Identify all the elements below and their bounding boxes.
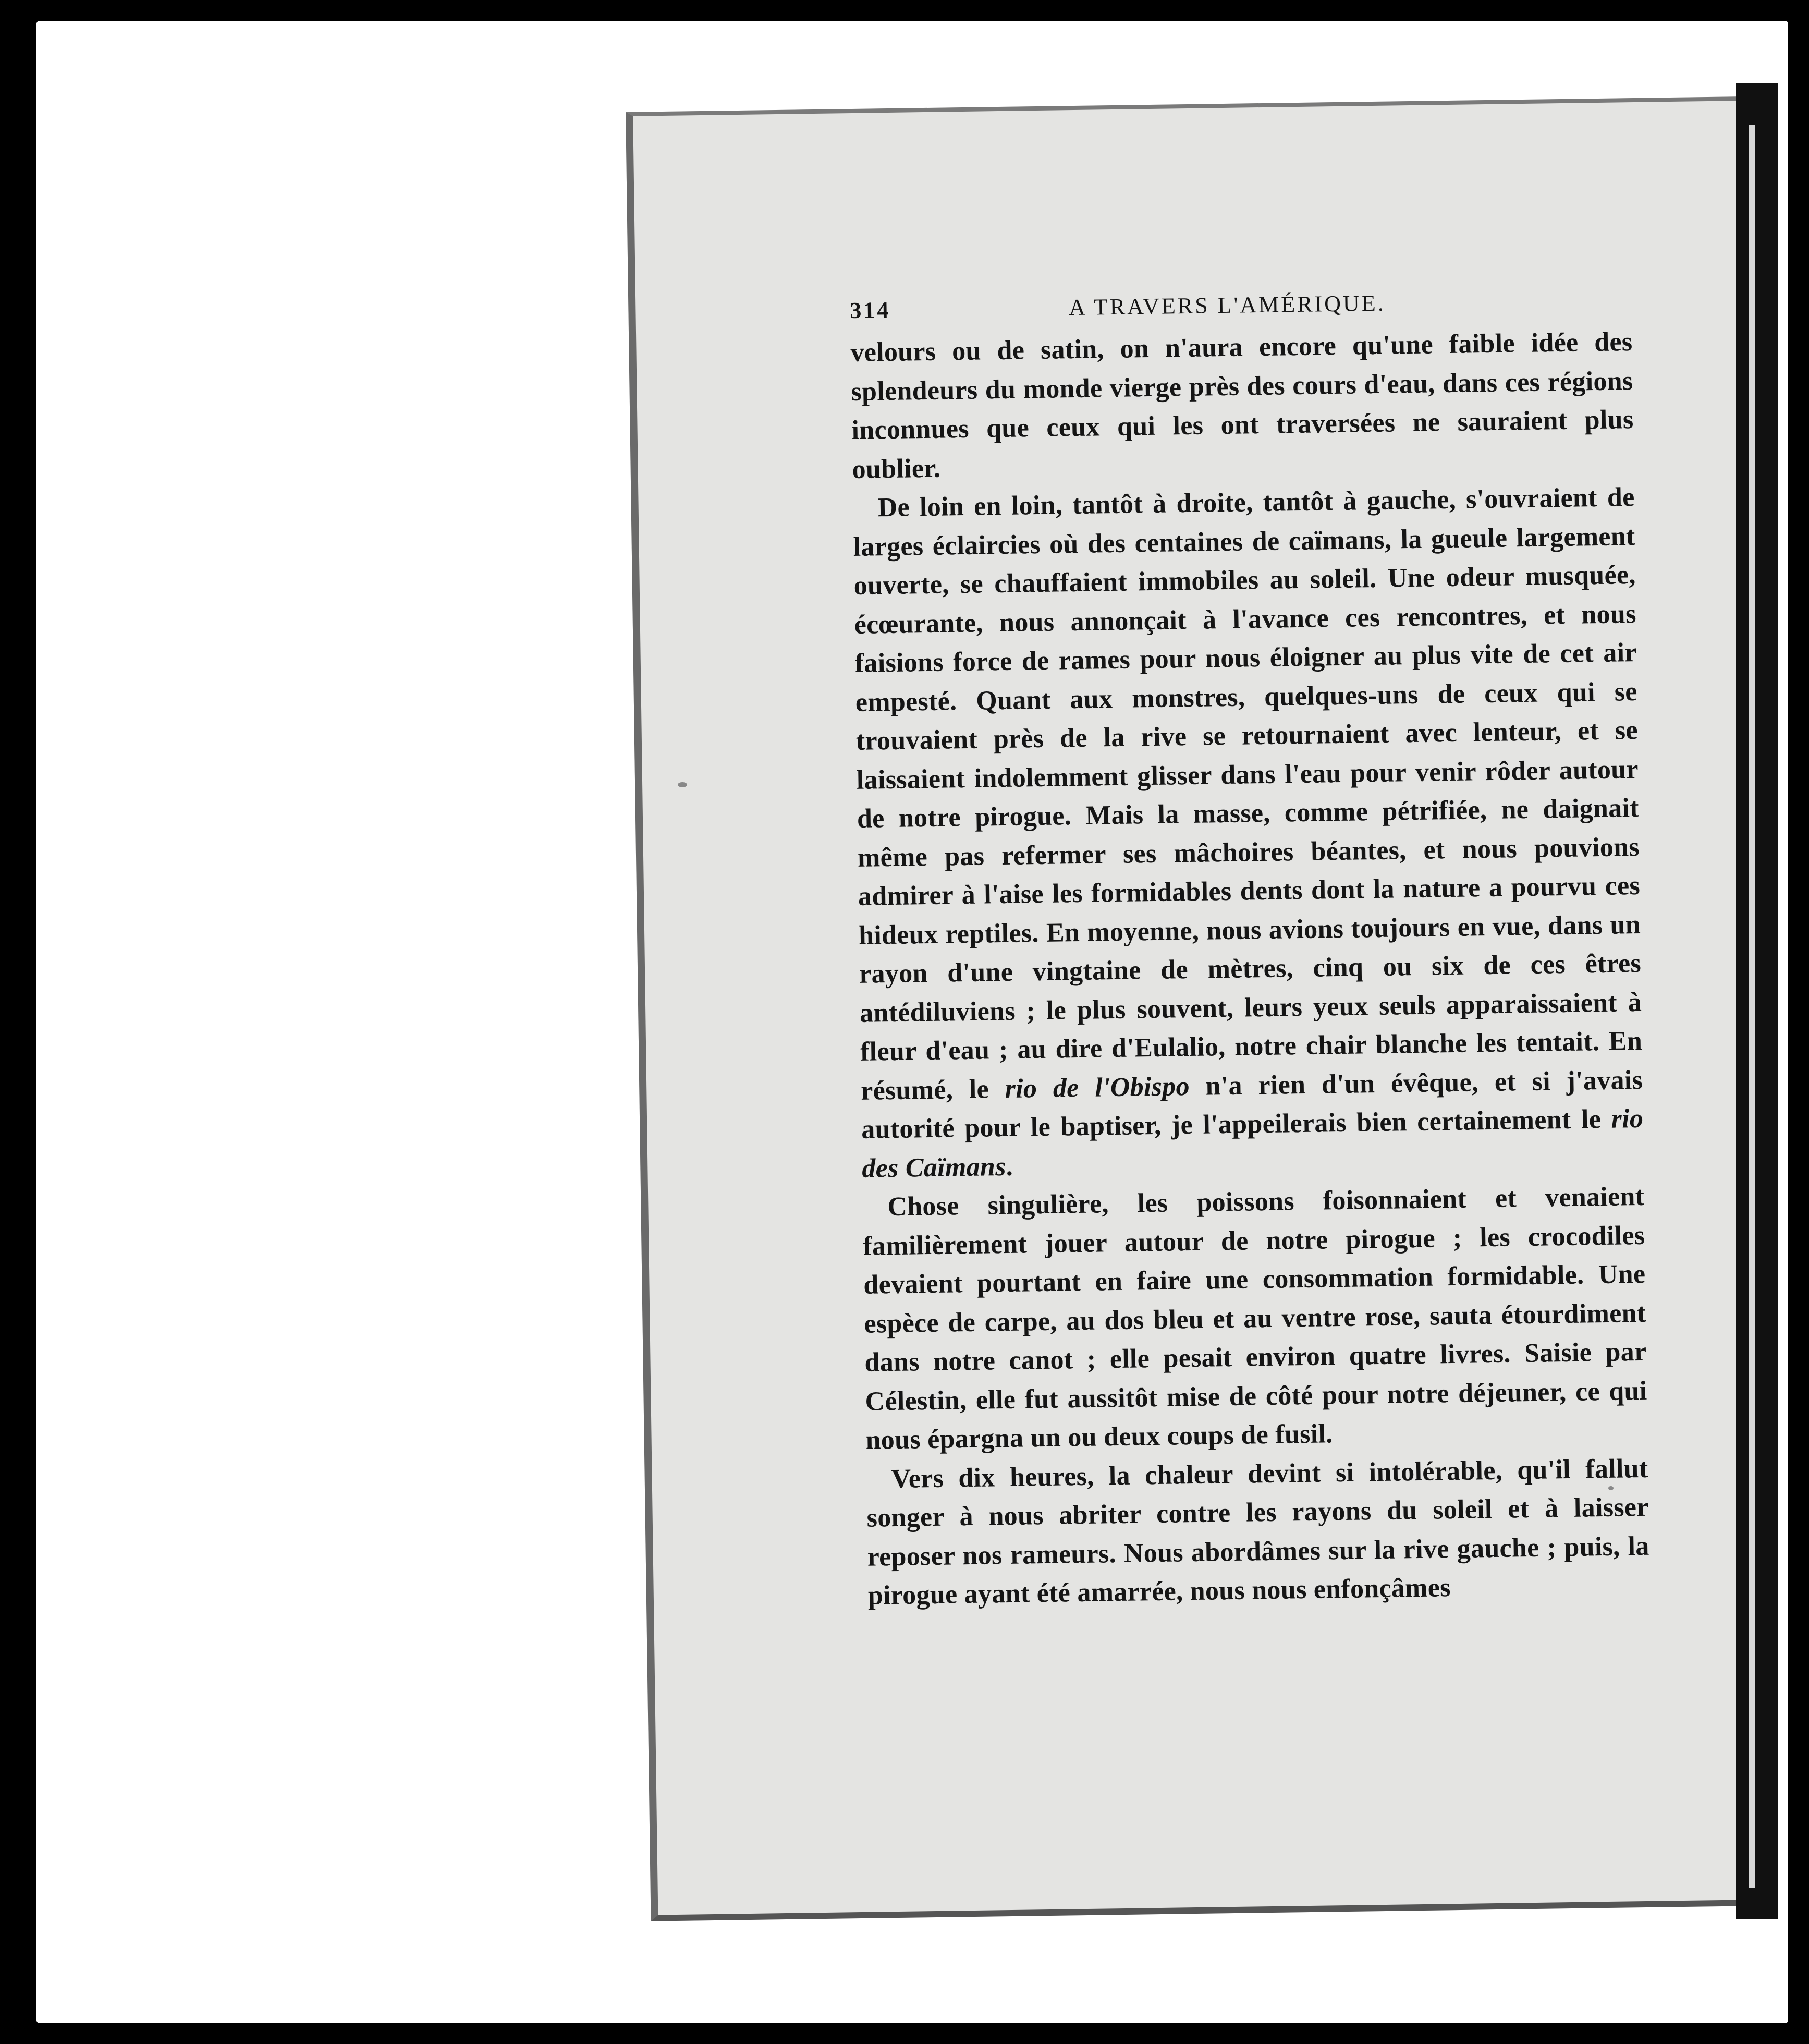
paragraph-3 — [862, 1177, 1648, 1460]
paragraph-2 — [852, 478, 1644, 1188]
paragraph-3-text: Chose singulière, les poissons foisonnaient et venaient familièrement jouer autour de notre pirogue ; les crocodiles devaient pourtant en faire une consommation formidable. Une espèce de carpe, au dos bleu et au ventre rose, sauta étourdiment dans notre canot ; elle pesait environ quatre livres. Saisie par Célestin, elle fut aussitôt mise de côté pour notre déjeuner, ce qui nous épargna un ou deux coups de fusil. — [863, 1181, 1647, 1455]
page-number: 314 — [850, 297, 891, 323]
spine-edge — [1749, 125, 1755, 1888]
paper-speck — [678, 782, 687, 787]
paragraph-2-end: . — [1006, 1151, 1013, 1182]
paragraph-1 — [850, 323, 1634, 489]
paragraph-4-text: Vers dix heures, la chaleur devint si intolérable, qu'il fallut songer à nous abriter contre les rayons du soleil et à laisser reposer nos rameurs. Nous abordâmes sur la rive gauche ; puis, la pirogue ayant été amarrée, nous nous enfonçâmes — [866, 1453, 1649, 1611]
paragraph-2-text: De loin en loin, tantôt à droite, tantôt à gauche, s'ouvraient de larges éclaircies où des centaines de caïmans, la gueule largement ouverte, se chauffaient immobiles au soleil. Une odeur musquée, écœurante, nous annonçait à l'avance ces rencontres, et nous faisions force de rames pour nous éloigner au plus vite de cet air empesté. Quant aux monstres, quelques-uns de ceux qui se trouvaient près de la rive se retournaient avec lenteur, et se laissaient indolemment glisser dans l'eau pour venir rôder autour de notre pirogue. Mais la masse, comme pétrifiée, ne daignait même pas refermer ses mâchoires béantes, et nous pouvions admirer à l'aise les formidables dents dont la nature a pourvu ces hideux reptiles. En moyenne, nous avions toujours en vue, dans un rayon d'une vingtaine de mètres, cinq ou six de ces êtres antédiluviens ; le plus souvent, leurs yeux seuls apparaissaient à fleur d'eau ; au dire d'Eulalio, notre chair blanche les tentait. En résumé, le — [853, 482, 1643, 1106]
page-text — [850, 286, 1650, 1615]
book-spine — [1736, 83, 1778, 1919]
paragraph-2-italic-2: rio des Caïmans — [861, 1103, 1644, 1184]
running-title: A TRAVERS L'AMÉRIQUE. — [1068, 290, 1386, 321]
paragraph-1-text: velours ou de satin, on n'aura encore qu'une faible idée des splendeurs du monde vierge près des cours d'eau, dans ces régions inconnues que ceux qui les ont traversées ne sauraient plus oublier. — [850, 327, 1634, 484]
paragraph-2-italic-1: rio de l'Obispo — [1005, 1071, 1190, 1104]
paragraph-4 — [866, 1449, 1650, 1615]
paragraph-2-continuation: n'a rien d'un évêque, et si j'avais autorité pour le baptiser, je l'appeilerais bien certainement le — [861, 1065, 1643, 1145]
